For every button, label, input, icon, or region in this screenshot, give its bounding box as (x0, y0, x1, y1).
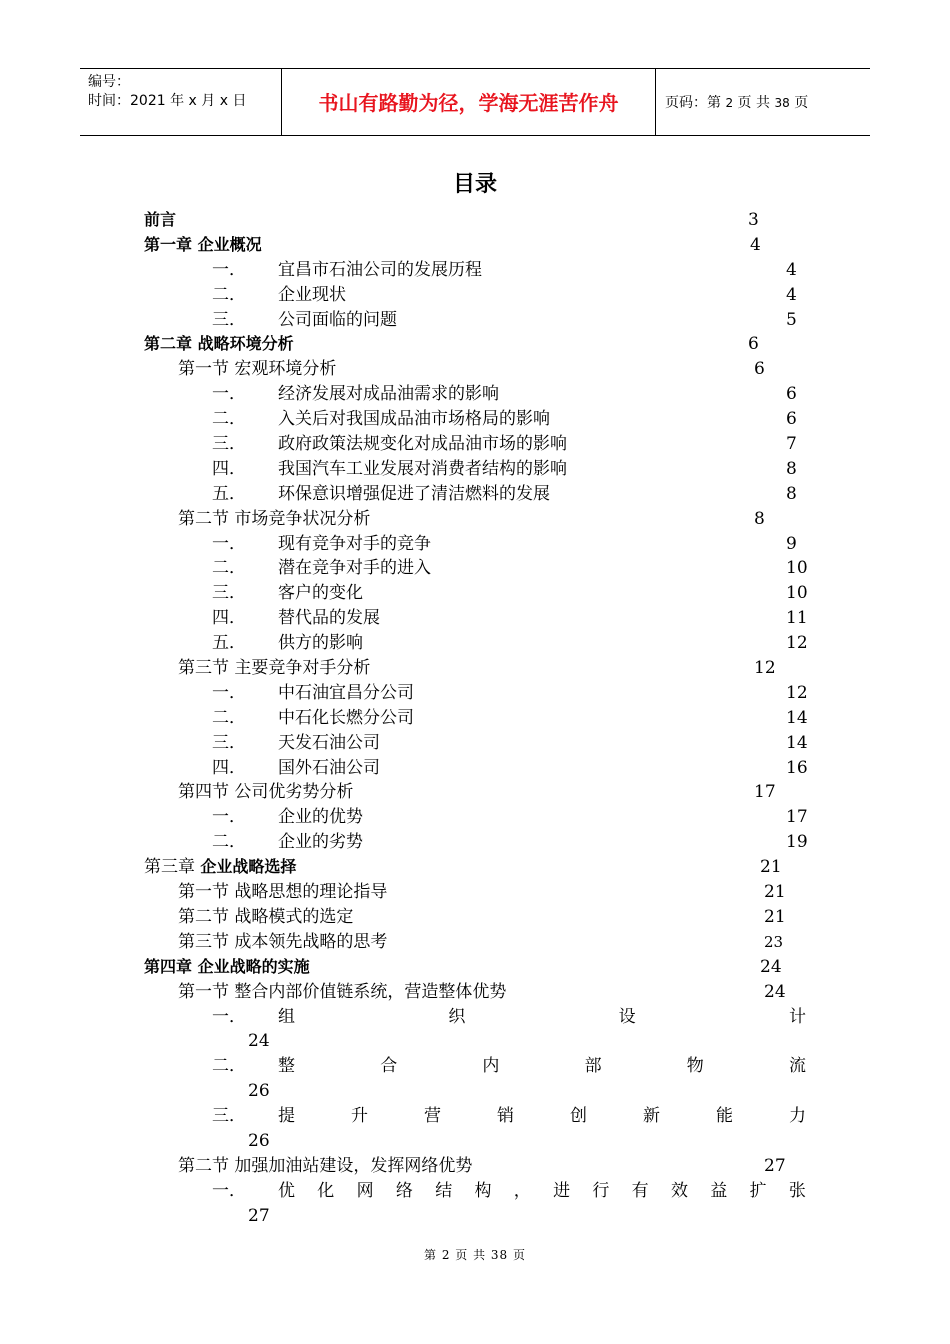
toc-entry-title: 宜昌市石油公司的发展历程 (278, 259, 482, 280)
toc-entry-title: 第四节 公司优劣势分析 (178, 782, 354, 803)
toc-entry-number: 三． (212, 1106, 246, 1127)
toc-entry-title: 天发石油公司 (278, 732, 380, 753)
toc-entry-title: 经济发展对成品油需求的影响 (278, 384, 499, 405)
toc-entry-page: 19 (786, 832, 808, 853)
toc-entry-char: 化 (317, 1180, 335, 1201)
toc-entry-number: 一． (212, 682, 246, 703)
toc-entry (0, 731, 950, 756)
toc-entry (0, 631, 950, 656)
page-footer: 第 2 页 共 38 页 (424, 1248, 526, 1262)
header-motto: 书山有路勤为径，学海无涯苦作舟 (282, 69, 656, 135)
header-page-info (656, 69, 870, 135)
toc-entry-page: 21 (764, 882, 786, 903)
toc-entry-page: 27 (764, 1155, 786, 1176)
header-page-mid: 页 共 (737, 95, 770, 111)
toc-entry-page: 24 (248, 1031, 270, 1052)
toc-entry-number: 一． (212, 1180, 246, 1201)
toc-entry (0, 208, 950, 233)
toc-entry-title: 第一节 宏观环境分析 (178, 359, 337, 380)
toc-entry-char: 提 (278, 1106, 295, 1127)
toc-entry (0, 1054, 950, 1079)
toc-entry (0, 308, 950, 333)
toc-entry-char: 流 (788, 1056, 806, 1077)
toc-entry-title: 企业的优势 (278, 807, 363, 828)
toc-entry-page: 17 (786, 807, 808, 828)
header-date: 时间：2021 年 x 月 x 日 (88, 93, 247, 109)
toc-entry-title: 公司面临的问题 (278, 309, 397, 330)
toc-entry (0, 283, 950, 308)
toc-entry-char: 新 (643, 1106, 660, 1127)
toc-entry-char: 创 (570, 1106, 587, 1127)
toc-entry (0, 980, 950, 1005)
toc-entry-page: 8 (786, 483, 797, 504)
toc-entry-number: 三． (212, 583, 246, 604)
toc-entry-number: 四． (212, 757, 246, 778)
toc-entry-page: 26 (248, 1130, 270, 1151)
toc-entry-number: 二． (212, 558, 246, 579)
toc-entry-char: 络 (395, 1180, 413, 1201)
toc-entry-page: 21 (760, 857, 782, 878)
toc-entry-char: 有 (631, 1180, 649, 1201)
toc-entry-title: 客户的变化 (278, 583, 363, 604)
toc-entry (0, 830, 950, 855)
header-page-num: 2 (725, 96, 734, 110)
toc-entry-number: 一． (212, 807, 246, 828)
toc-entry-char: ， (513, 1180, 531, 1201)
toc-entry-char: 设 (618, 1006, 636, 1027)
toc-entry-page: 21 (764, 906, 786, 927)
toc-entry-char: 组 (278, 1006, 295, 1027)
toc-entry-title: 第一章 企业概况 (144, 234, 262, 254)
toc-entry-continuation (0, 1129, 950, 1154)
toc-entry-page: 12 (786, 682, 808, 703)
toc-entry-page: 8 (786, 458, 797, 479)
toc-entry-title: 第一节 战略思想的理论指导 (178, 882, 388, 903)
toc-entry-page: 10 (786, 583, 808, 604)
toc-entry-page: 8 (754, 508, 765, 529)
toc-entry-char: 进 (553, 1180, 571, 1201)
toc-entry-char: 部 (584, 1056, 602, 1077)
toc-entry-title: 潜在竞争对手的进入 (278, 558, 431, 579)
toc-entry-number: 四． (212, 608, 246, 629)
toc-entry (0, 756, 950, 781)
toc-entry (0, 482, 950, 507)
header-page-suffix: 页 (794, 95, 809, 111)
toc-entry-title: 国外石油公司 (278, 757, 380, 778)
toc-entry (0, 407, 950, 432)
toc-entry-title: 第三节 主要竞争对手分析 (178, 658, 371, 679)
toc-entry-number: 二． (212, 832, 246, 853)
toc-entry-number: 四． (212, 458, 246, 479)
toc-entry-number: 二． (212, 1056, 246, 1077)
toc-entry (0, 1005, 950, 1030)
toc-entry-title (278, 1104, 806, 1129)
toc-entry-title: 入关后对我国成品油市场格局的影响 (278, 409, 550, 430)
toc-entry-char: 整 (278, 1056, 295, 1077)
toc-entry-number: 二． (212, 707, 246, 728)
toc-entry-title-part: 企业战略选择 (200, 857, 297, 877)
toc-entry-page: 24 (764, 981, 786, 1002)
toc-entry-title (278, 1005, 806, 1030)
toc-entry (0, 556, 950, 581)
toc-entry-page: 17 (754, 782, 776, 803)
toc-entry-char: 力 (789, 1106, 806, 1127)
toc-entry-title: 第二节 市场竞争状况分析 (178, 508, 371, 529)
toc-entry-page: 10 (786, 558, 808, 579)
toc-entry-number: 一． (212, 1006, 246, 1027)
toc-entry (0, 507, 950, 532)
toc-entry-number: 三． (212, 309, 246, 330)
toc-entry (0, 656, 950, 681)
toc-entry-page: 24 (760, 956, 782, 977)
toc-entry-number: 一． (212, 533, 246, 554)
toc-entry-char: 内 (482, 1056, 500, 1077)
toc-entry (0, 905, 950, 930)
toc-entry-char: 计 (788, 1006, 806, 1027)
toc-entry-char: 构 (474, 1180, 492, 1201)
toc-entry-page: 3 (748, 210, 759, 230)
toc-entry-page: 4 (786, 259, 797, 280)
toc-entry-title: 替代品的发展 (278, 608, 380, 629)
toc-entry-title: 企业现状 (278, 284, 346, 305)
toc-entry-page: 12 (786, 633, 808, 654)
toc-entry (0, 332, 950, 357)
toc-entry (0, 382, 950, 407)
toc-entry-char: 物 (686, 1056, 704, 1077)
table-of-contents (0, 208, 950, 1229)
toc-entry-char: 网 (356, 1180, 374, 1201)
toc-entry (0, 955, 950, 980)
toc-entry-title (144, 855, 296, 880)
toc-entry-title: 政府政策法规变化对成品油市场的影响 (278, 434, 567, 455)
toc-entry-title: 中石化长燃分公司 (278, 707, 414, 728)
toc-entry-title: 第二节 加强加油站建设，发挥网络优势 (178, 1155, 473, 1176)
toc-entry-char: 张 (788, 1180, 806, 1201)
toc-entry-title-part: 第三章 (144, 857, 201, 878)
toc-entry-page: 6 (786, 384, 797, 405)
toc-entry-char: 扩 (749, 1180, 767, 1201)
toc-entry-page: 14 (786, 732, 808, 753)
toc-entry-continuation (0, 1079, 950, 1104)
toc-entry-number: 五． (212, 633, 246, 654)
toc-entry-title: 第三节 成本领先战略的思考 (178, 931, 388, 952)
toc-entry-page: 7 (786, 434, 797, 455)
toc-entry-page: 14 (786, 707, 808, 728)
toc-entry-page: 23 (764, 932, 784, 951)
header-page-prefix: 页码：第 (665, 95, 721, 111)
page-header (80, 68, 870, 136)
toc-entry-number: 一． (212, 384, 246, 405)
toc-entry (0, 1179, 950, 1204)
toc-entry-page: 16 (786, 757, 808, 778)
toc-entry-char: 效 (670, 1180, 688, 1201)
toc-entry-title: 第四章 企业战略的实施 (144, 956, 310, 976)
toc-entry (0, 532, 950, 557)
toc-entry-char: 升 (351, 1106, 368, 1127)
toc-entry-title: 现有竞争对手的竞争 (278, 533, 431, 554)
toc-entry-page: 6 (786, 409, 797, 430)
toc-entry-page: 4 (786, 284, 797, 305)
toc-entry-page: 4 (750, 234, 761, 255)
toc-entry (0, 1154, 950, 1179)
toc-entry-title: 我国汽车工业发展对消费者结构的影响 (278, 458, 567, 479)
toc-entry-continuation (0, 1204, 950, 1229)
toc-entry-char: 行 (592, 1180, 610, 1201)
toc-entry-page: 11 (786, 608, 808, 629)
toc-entry-title: 第二节 战略模式的选定 (178, 906, 354, 927)
toc-entry-page: 26 (248, 1081, 270, 1102)
toc-entry-title: 企业的劣势 (278, 832, 363, 853)
toc-entry-number: 二． (212, 409, 246, 430)
toc-entry (0, 457, 950, 482)
toc-entry (0, 681, 950, 706)
toc-entry (0, 233, 950, 258)
toc-entry-char: 织 (448, 1006, 466, 1027)
toc-entry-page: 27 (248, 1205, 270, 1226)
toc-entry-title: 环保意识增强促进了清洁燃料的发展 (278, 483, 550, 504)
toc-entry (0, 930, 950, 955)
toc-entry-title: 第二章 战略环境分析 (144, 334, 294, 354)
toc-entry (0, 606, 950, 631)
toc-entry (0, 581, 950, 606)
toc-entry-page: 9 (786, 533, 797, 554)
toc-entry (0, 258, 950, 283)
toc-entry (0, 880, 950, 905)
header-number-label: 编号： (88, 74, 130, 90)
header-meta (80, 69, 282, 135)
toc-entry-title: 第一节 整合内部价值链系统，营造整体优势 (178, 981, 507, 1002)
toc-entry (0, 855, 950, 880)
toc-entry-title: 中石油宜昌分公司 (278, 682, 414, 703)
toc-entry-number: 一． (212, 259, 246, 280)
toc-entry-char: 合 (380, 1056, 398, 1077)
toc-entry-number: 五． (212, 483, 246, 504)
toc-entry (0, 805, 950, 830)
toc-entry-page: 12 (754, 658, 776, 679)
toc-entry (0, 706, 950, 731)
toc-entry-char: 优 (278, 1180, 295, 1201)
toc-entry-page: 6 (754, 359, 765, 380)
header-page-total: 38 (774, 96, 790, 110)
toc-entry-number: 三． (212, 434, 246, 455)
toc-entry-title: 供方的影响 (278, 633, 363, 654)
toc-entry-char: 益 (710, 1180, 728, 1201)
toc-entry-char: 营 (424, 1106, 441, 1127)
toc-entry-char: 能 (716, 1106, 733, 1127)
toc-entry-char: 销 (497, 1106, 514, 1127)
page-title: 目录 (452, 172, 497, 197)
toc-entry-number: 三． (212, 732, 246, 753)
toc-entry-continuation (0, 1029, 950, 1054)
toc-entry (0, 1104, 950, 1129)
toc-entry-page: 6 (748, 334, 759, 355)
toc-entry-title (278, 1054, 806, 1079)
toc-entry (0, 780, 950, 805)
toc-entry-char: 结 (435, 1180, 453, 1201)
toc-entry-title (278, 1179, 806, 1204)
toc-entry (0, 432, 950, 457)
toc-entry-page: 5 (786, 309, 797, 330)
toc-entry (0, 357, 950, 382)
toc-entry-number: 二． (212, 284, 246, 305)
toc-entry-title: 前言 (144, 210, 177, 229)
